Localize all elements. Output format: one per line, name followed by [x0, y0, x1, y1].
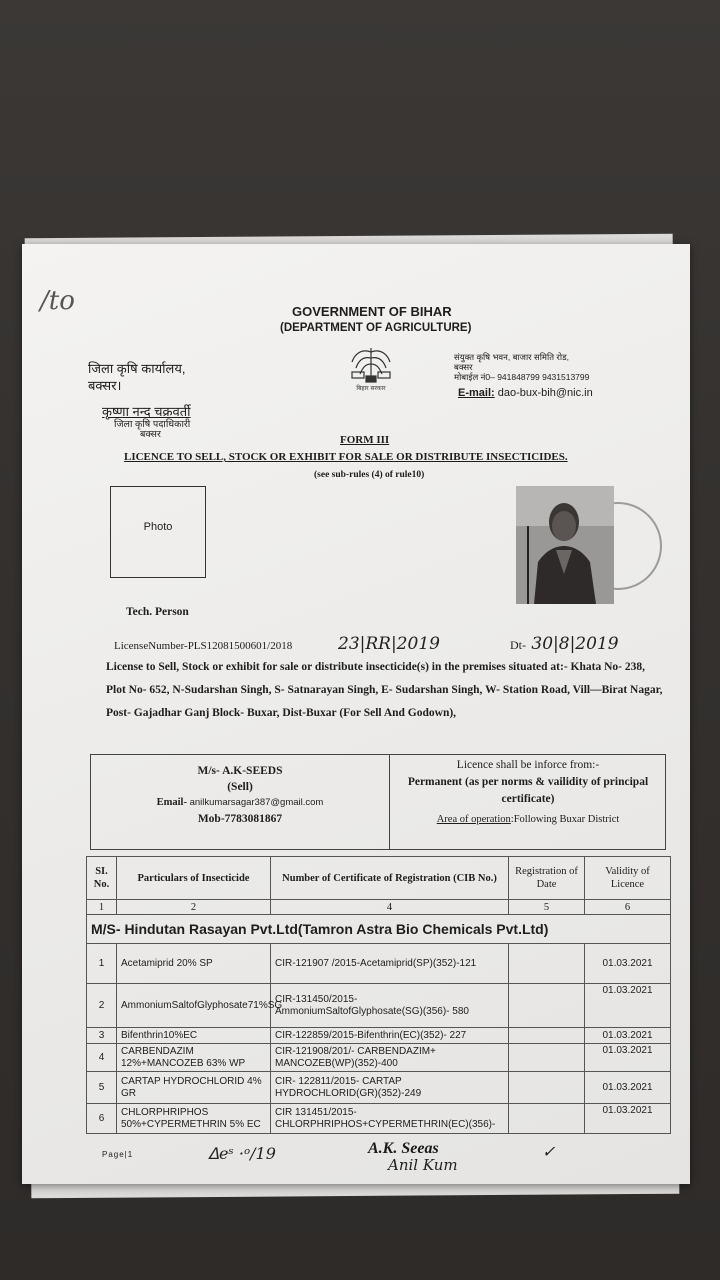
- col-num: 6: [585, 900, 671, 915]
- government-title: GOVERNMENT OF BIHAR: [292, 304, 452, 319]
- header-sl: SI. No.: [87, 857, 117, 900]
- header-validity: Validity of Licence: [585, 857, 671, 900]
- row-sl: 2: [87, 984, 117, 1028]
- company-name: M/S- Hindutan Rasayan Pvt.Ltd(Tamron Astra Bio Chemicals Pvt.Ltd): [87, 915, 671, 944]
- bihar-emblem-icon: [342, 342, 400, 394]
- office-email: [458, 387, 593, 399]
- license-number: LicenseNumber-PLS12081500601/2018: [114, 640, 293, 652]
- address-line2: बक्सर: [454, 362, 473, 372]
- officer-block: [114, 420, 190, 440]
- form-title: LICENCE TO SELL, STOCK OR EXHIBIT FOR SALE OR DISTRIBUTE INSECTICIDES.: [124, 451, 568, 463]
- row-name: CARBENDAZIM 12%+MANCOZEB 63% WP: [117, 1044, 271, 1072]
- row-name: CARTAP HYDROCHLORID 4% GR: [117, 1072, 271, 1104]
- row-sl: 3: [87, 1028, 117, 1044]
- table-row: [87, 944, 671, 984]
- license-handwritten-number: 23|RR|2019: [338, 634, 440, 654]
- area-of-operation: [391, 811, 665, 828]
- col-num: 2: [117, 900, 271, 915]
- photo-label: Photo: [143, 521, 173, 533]
- validity-details: [391, 757, 665, 828]
- row-cib: CIR-122859/2015-Bifenthrin(EC)(352)- 227: [271, 1028, 509, 1044]
- tech-person-photo: [516, 486, 614, 604]
- table-row: [87, 1028, 671, 1044]
- check-mark: ✓: [542, 1142, 556, 1161]
- officer-place: बक्सर: [140, 429, 161, 440]
- table-row: [87, 1104, 671, 1134]
- firm-mobile: Mob-7783081867: [197, 813, 283, 825]
- row-reg: [509, 1028, 585, 1044]
- premises-text: License to Sell, Stock or exhibit for sale or distribute insecticide(s) in the premises situated at:- Khata No- 238, Plot No- 652, N-Sudarshan Singh, S- Satnarayan Singh, E- Sudarshan Singh, W- Station Road, Vill—Birat Nagar, Post- Gajadhar Ganj Block- Buxar, Dist-Buxar (For Sell And Godown),: [106, 661, 663, 719]
- row-reg: [509, 1072, 585, 1104]
- validity-line2: Permanent (as per norms & vailidity of principal certificate): [407, 776, 649, 805]
- officer-designation: जिला कृषि पदाधिकारी: [114, 419, 191, 430]
- box-divider: [389, 755, 390, 849]
- row-name: AmmoniumSaltofGlyphosate71%SG: [117, 984, 271, 1028]
- page-number: Page|1: [102, 1150, 134, 1159]
- mobile-line: [454, 372, 664, 382]
- photo-placeholder: [110, 486, 206, 578]
- date-value: 30|8|2019: [531, 634, 619, 654]
- office-hindi-line1: जिला कृषि कार्यालय,: [88, 361, 186, 376]
- validity-line1: Licence shall be inforce from:-: [456, 759, 600, 771]
- row-validity: 01.03.2021: [585, 1072, 671, 1104]
- mobile-label: मोबाईल नं0–: [454, 372, 495, 382]
- area-value: :Following Buxar District: [510, 814, 620, 825]
- firm-type: (Sell): [227, 781, 253, 793]
- email-label: E-mail:: [458, 387, 495, 399]
- form-number: FORM III: [340, 434, 390, 446]
- row-reg: [509, 1044, 585, 1072]
- row-sl: 1: [87, 944, 117, 984]
- mobile-value: 941848799 9431513799: [497, 372, 590, 382]
- header-particulars: Particulars of Insecticide: [117, 857, 271, 900]
- row-validity: 01.03.2021: [585, 1044, 671, 1072]
- licence-document: [22, 244, 690, 1184]
- row-sl: 5: [87, 1072, 117, 1104]
- table-row: [87, 1044, 671, 1072]
- col-num: 1: [87, 900, 117, 915]
- tech-person-label: Tech. Person: [126, 606, 189, 618]
- firm-stamp: A.K. Seeas: [368, 1140, 439, 1157]
- row-cib: CIR 131451/2015- CHLORPHRIPHOS+CYPERMETHRIN(EC)(356)-: [271, 1104, 509, 1134]
- email-value: dao-bux-bih@nic.in: [497, 387, 593, 399]
- row-validity: 01.03.2021: [585, 1104, 671, 1134]
- signature-officer: ᐃeˢ ·ᵒ/19: [208, 1144, 276, 1163]
- col-num: 4: [271, 900, 509, 915]
- license-date: [510, 634, 619, 654]
- date-label: Dt-: [510, 638, 526, 652]
- row-validity: 01.03.2021: [585, 984, 671, 1028]
- row-cib: CIR-121908/201/- CARBENDAZIM+ MANCOZEB(WP)(352)-400: [271, 1044, 509, 1072]
- row-name: Acetamiprid 20% SP: [117, 944, 271, 984]
- office-address: [454, 352, 664, 382]
- table-header-row: [87, 857, 671, 900]
- firm-email-value: anilkumarsagar387@gmail.com: [189, 797, 324, 808]
- row-cib: CIR-131450/2015-AmmoniumSaltofGlyphosate(SG)(356)- 580: [271, 984, 509, 1028]
- signature-proprietor: Anil Kum: [388, 1156, 458, 1174]
- row-name: CHLORPHRIPHOS 50%+CYPERMETHRIN 5% EC: [117, 1104, 271, 1134]
- area-label: Area of operation: [436, 814, 511, 825]
- header-cib: Number of Certificate of Registration (CIB No.): [271, 857, 509, 900]
- company-row: [87, 915, 671, 944]
- row-validity: 01.03.2021: [585, 1028, 671, 1044]
- row-reg: [509, 944, 585, 984]
- margin-handwriting: /to: [40, 286, 75, 316]
- firm-email-label: Email-: [156, 797, 187, 808]
- header-reg-date: Registration of Date: [509, 857, 585, 900]
- row-sl: 4: [87, 1044, 117, 1072]
- table-column-numbers: [87, 900, 671, 915]
- table-row: [87, 984, 671, 1028]
- firm-email: [91, 795, 389, 811]
- row-name: Bifenthrin10%EC: [117, 1028, 271, 1044]
- row-sl: 6: [87, 1104, 117, 1134]
- firm-info-box: [90, 754, 666, 850]
- address-line1: संयुक्त कृषि भवन, बाजार समिति रोड,: [454, 352, 570, 362]
- office-hindi: [88, 360, 186, 394]
- row-validity: 01.03.2021: [585, 944, 671, 984]
- col-num: 5: [509, 900, 585, 915]
- emblem-caption: बिहार सरकार: [356, 385, 386, 392]
- department-title: (DEPARTMENT OF AGRICULTURE): [280, 322, 472, 334]
- officer-name: कृष्णा नन्द चक्रवर्ती: [102, 404, 191, 419]
- row-reg: [509, 1104, 585, 1134]
- firm-details: [91, 763, 389, 827]
- row-cib: CIR- 122811/2015- CARTAP HYDROCHLORID(GR)(352)-249: [271, 1072, 509, 1104]
- form-subtitle: (see sub-rules (4) of rule10): [314, 470, 425, 480]
- table-row: [87, 1072, 671, 1104]
- row-reg: [509, 984, 585, 1028]
- row-cib: CIR-121907 /2015-Acetamiprid(SP)(352)-121: [271, 944, 509, 984]
- firm-name: M/s- A.K-SEEDS: [197, 765, 283, 777]
- insecticide-table: [86, 856, 671, 1134]
- office-hindi-line2: बक्सर।: [88, 378, 122, 393]
